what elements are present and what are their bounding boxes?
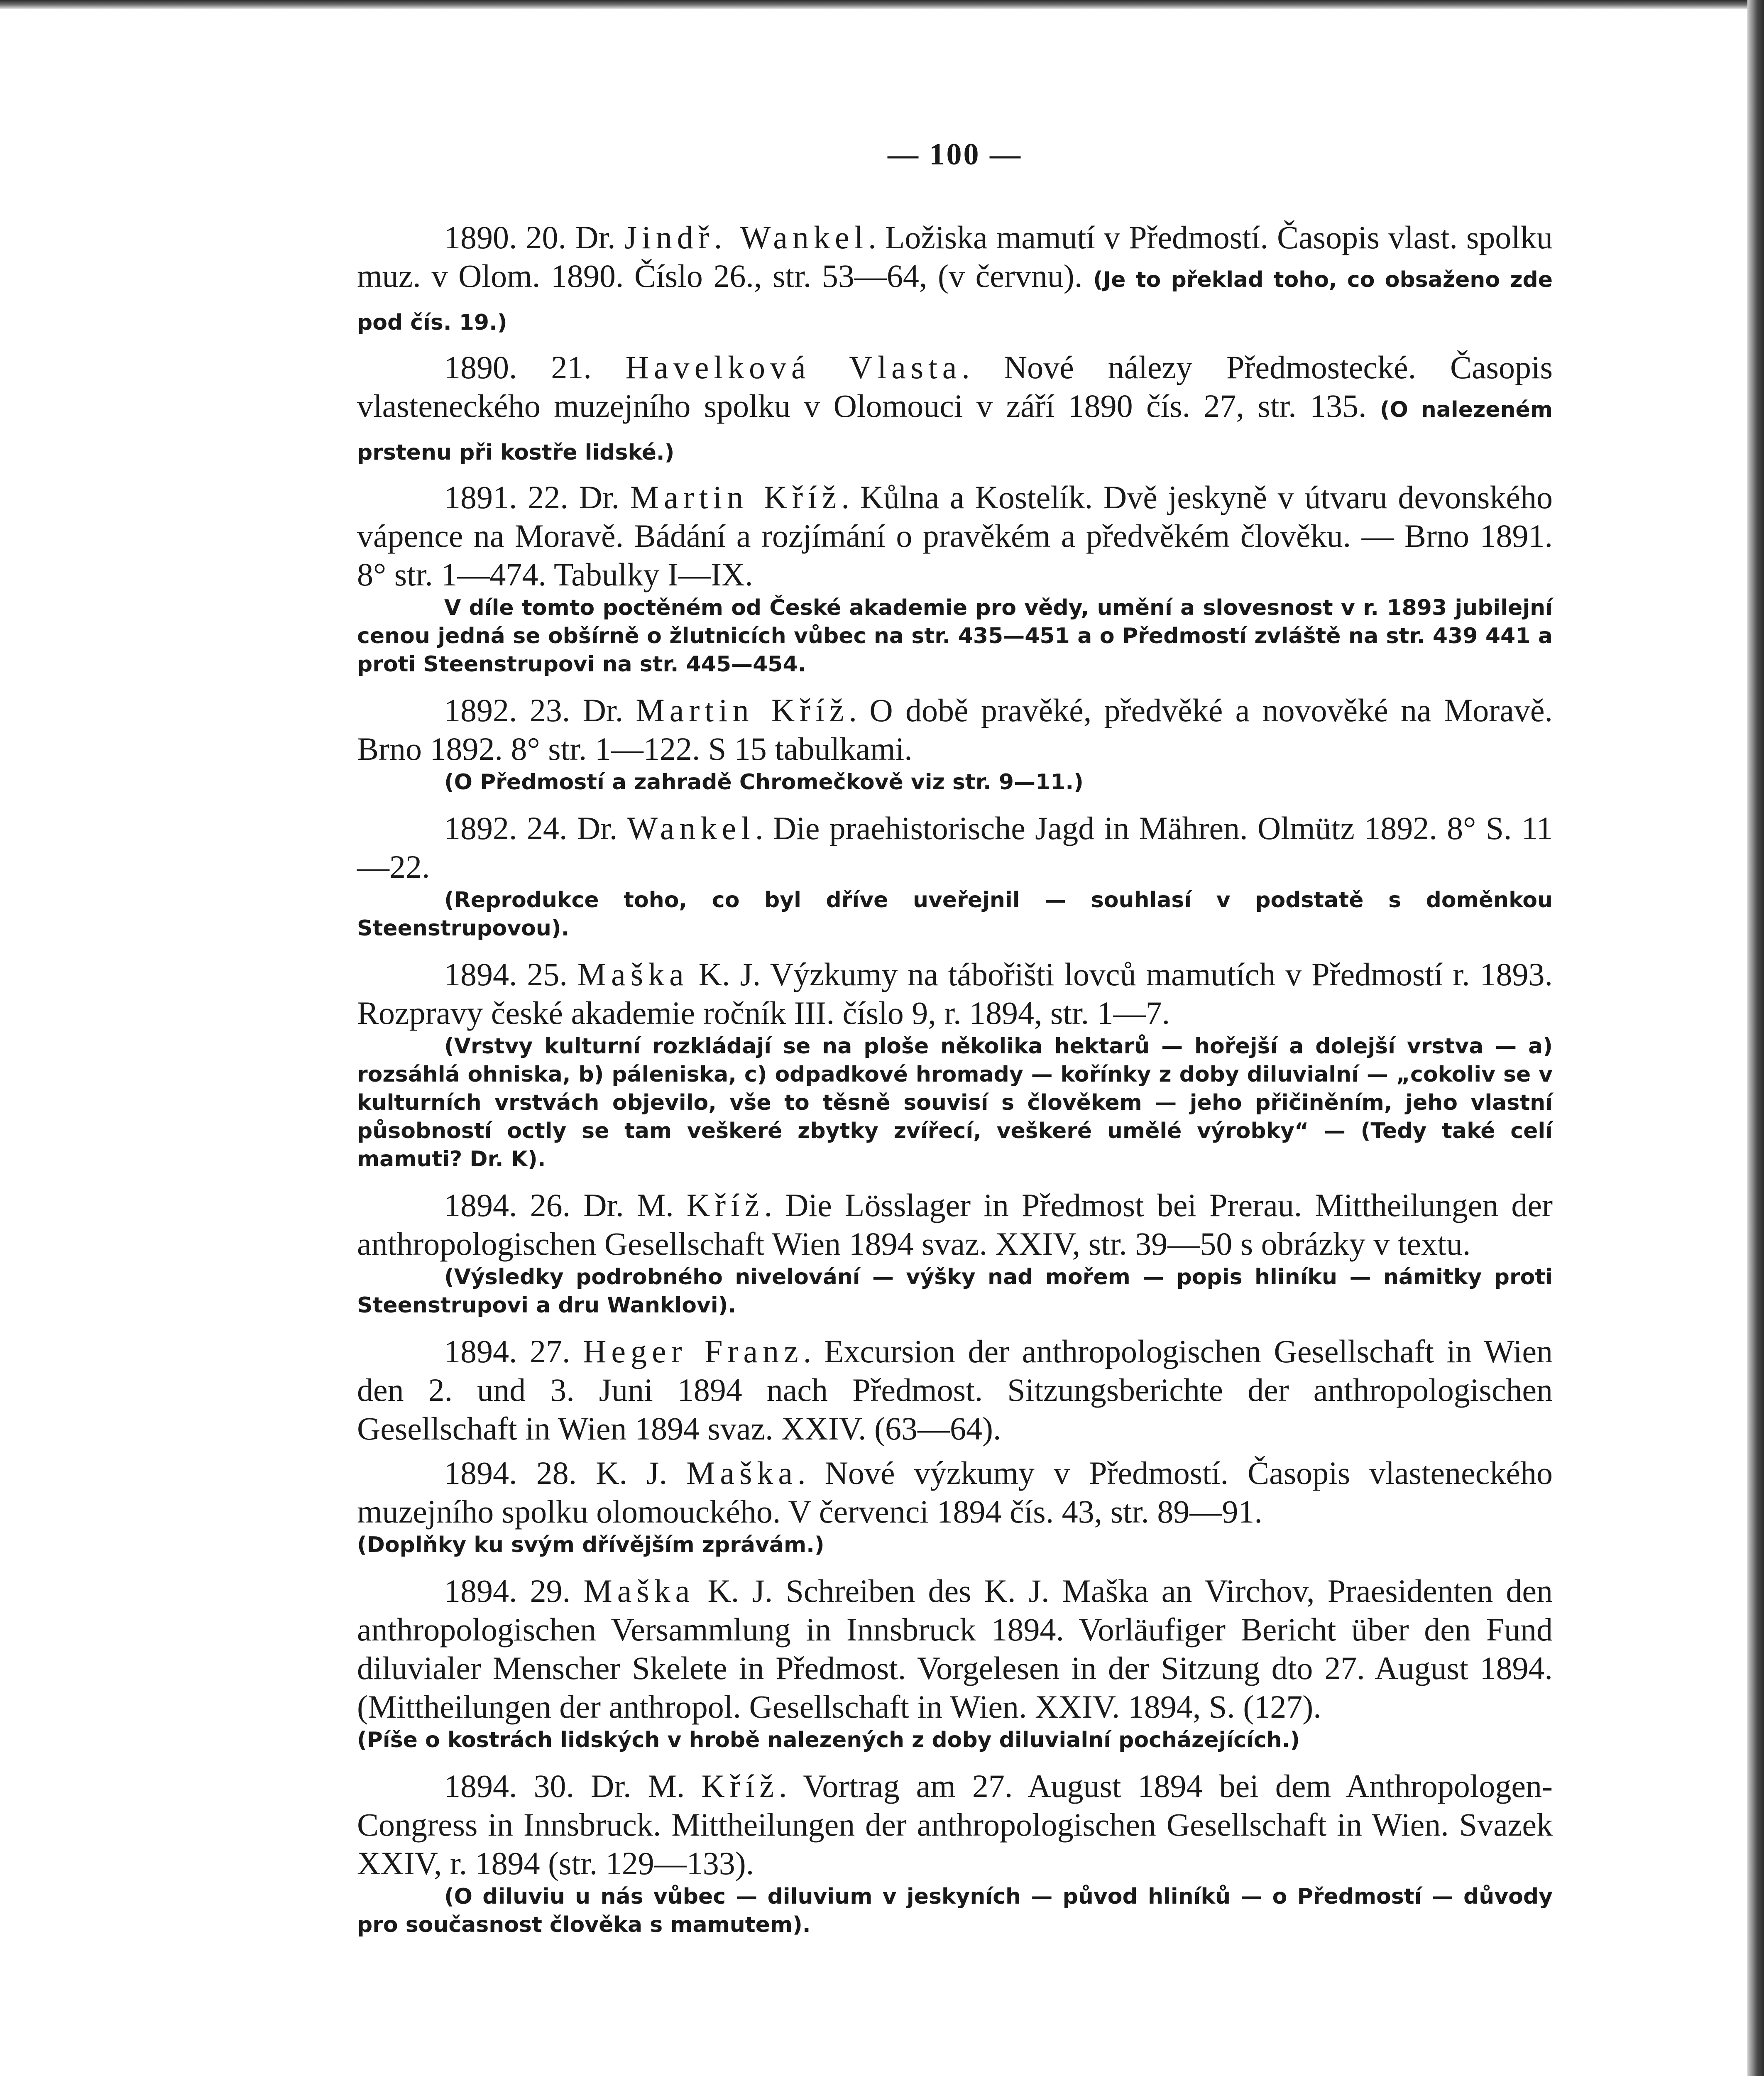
entry-head: 1894. 28. K. J. — [444, 1455, 687, 1491]
document-page — [357, 137, 1553, 1951]
entry-author: Havelková Vlasta — [625, 349, 962, 385]
bibliography-entry — [357, 809, 1553, 943]
bibliography-entry — [357, 1454, 1553, 1559]
entry-author: Jindř. Wankel — [624, 219, 869, 255]
entry-body: . Die praehistorische Jagd in Mähren. Olmütz 1892. 8° S. 11—22. — [357, 810, 1553, 885]
entry-citation — [357, 1767, 1553, 1883]
bibliography-entry — [357, 1332, 1553, 1448]
entry-citation — [357, 691, 1553, 768]
entry-note: (Výsledky podrobného nivelování — výšky nad mořem — popis hliníku — námitky proti Steenstrupovi a dru Wanklovi). — [357, 1265, 1553, 1318]
entry-citation — [357, 348, 1553, 472]
entry-body: . Kůlna a Kostelík. Dvě jeskyně v útvaru devonského vápence na Moravě. Bádání a rozjímání o pravěkém a předvěkém člověku. — Brno 1891. 8° str. 1—474. Tabulky I—IX. — [357, 479, 1553, 592]
entry-note: V díle tomto poctěném od České akademie pro vědy, umění a slovesnost v r. 1893 jubilejní cenou jedná se obšírně o žlutnicích vůbec na str. 435—451 a o Předmostí zvláště na str. 439 441 a proti Steenstrupovi na str. 445—454. — [357, 595, 1553, 677]
bibliography-entry — [357, 955, 1553, 1173]
bibliography-entry — [357, 348, 1553, 472]
entry-author: Maška — [686, 1455, 798, 1491]
scan-edge-top — [0, 0, 1764, 9]
entry-head: 1892. 24. Dr. — [444, 810, 627, 846]
entry-head: 1894. 30. Dr. M. — [444, 1768, 702, 1804]
entry-author: Martin Kříž — [630, 479, 842, 515]
entry-author: Heger Franz — [583, 1333, 803, 1369]
entry-body: . Excursion der anthropologischen Gesellschaft in Wien den 2. und 3. Juni 1894 nach Předmost. Sitzungsberichte der anthropologischen Gesellschaft in Wien 1894 svaz. XXIV. (63—64). — [357, 1333, 1553, 1447]
entry-body: . Vortrag am 27. August 1894 bei dem Anthropologen- Congress in Innsbruck. Mittheilungen der anthropologischen Gesellschaft in Wien. Svazek XXIV, r. 1894 (str. 129—133). — [357, 1768, 1553, 1881]
entry-citation — [357, 1454, 1553, 1531]
entry-author: Kříž — [686, 1187, 764, 1223]
entry-citation — [357, 1186, 1553, 1263]
entry-head: 1892. 23. Dr. — [444, 692, 636, 728]
entry-body: . Ložiska mamutí v Předmostí. Časopis vlast. spolku muz. v Olom. 1890. Číslo 26., str. 53—64, (v červnu). — [357, 219, 1553, 294]
entry-body: . Nové nálezy Předmostecké. Časopis vlasteneckého muzejního spolku v Olomouci v září 1890 čís. 27, str. 135. — [357, 349, 1553, 424]
bibliography-entry — [357, 478, 1553, 678]
entry-body: . Nové výzkumy v Předmostí. Časopis vlasteneckého muzejního spolku olomouckého. V červenci 1894 čís. 43, str. 89—91. — [357, 1455, 1553, 1530]
bibliography-entry — [357, 1186, 1553, 1320]
entry-author: Maška — [583, 1573, 695, 1609]
entry-head: 1891. 22. Dr. — [444, 479, 630, 515]
entry-body: K. J. Schreiben des K. J. Maška an Virchov, Praesidenten den anthropologischen Versammlung in Innsbruck 1894. Vorläufiger Bericht über den Fund diluvialer Menscher Skelete in Předmost. Vorgelesen in der Sitzung dto 27. August 1894. (Mittheilungen der anthropol. Gesellschaft in Wien. XXIV. 1894, S. (127). — [357, 1573, 1553, 1725]
entry-note: (Vrstvy kulturní rozkládají se na ploše několika hektarů — hořejší a dolejší vrstva — a) rozsáhlá ohniska, b) páleniska, c) odpadkové hromady — kořínky z doby diluvialní — „cokoliv se v kulturních vrstvách objevilo, vše to těsně souvisí s člověkem — jeho přičiněním, jeho vlastní působností octly se tam veškeré zbytky zvířecí, veškeré umělé výrobky“ — (Tedy také celí mamuti? Dr. K). — [357, 1034, 1553, 1172]
entry-head: 1894. 26. Dr. M. — [444, 1187, 687, 1223]
entry-head: 1890. 20. Dr. — [444, 219, 624, 255]
entry-author: Maška — [577, 956, 689, 992]
entry-citation — [357, 478, 1553, 594]
entry-head: 1890. 21. — [444, 349, 626, 385]
entry-citation — [357, 955, 1553, 1032]
bibliography-entry — [357, 218, 1553, 342]
entry-body: K. J. Výzkumy na tábořišti lovců mamutích v Předmostí r. 1893. Rozpravy české akademie ročník III. číslo 9, r. 1894, str. 1—7. — [357, 956, 1553, 1031]
entry-citation — [357, 1332, 1553, 1448]
bibliography-entry — [357, 1572, 1553, 1754]
entry-citation — [357, 809, 1553, 886]
entry-inline-note: (O nalezeném prstenu při kostře lidské.) — [357, 397, 1553, 465]
entry-head: 1894. 25. — [444, 956, 577, 992]
entry-head: 1894. 29. — [444, 1573, 584, 1609]
entry-body: . O době pravěké, předvěké a novověké na Moravě. Brno 1892. 8° str. 1—122. S 15 tabulkami. — [357, 692, 1553, 767]
entry-note: (Doplňky ku svým dřívějším zprávám.) — [357, 1533, 825, 1557]
page-number: — 100 — — [888, 137, 1022, 171]
entry-note: (O diluviu u nás vůbec — diluvium v jeskyních — původ hliníků — o Předmostí — důvody pro současnost člověka s mamutem). — [357, 1884, 1553, 1937]
entry-author: Wankel — [627, 810, 755, 846]
entry-inline-note: (Je to překlad toho, co obsaženo zde pod čís. 19.) — [357, 267, 1553, 335]
bibliography-entry — [357, 1767, 1553, 1939]
entry-author: Martin Kříž — [636, 692, 849, 728]
entry-body: . Die Lösslager in Předmost bei Prerau. Mittheilungen der anthropologischen Gesellschaft Wien 1894 svaz. XXIV, str. 39—50 s obrázky v textu. — [357, 1187, 1553, 1262]
entry-citation — [357, 1572, 1553, 1726]
entry-note: (Reprodukce toho, co byl dříve uveřejnil — souhlasí v podstatě s doměnkou Steenstrupovou). — [357, 888, 1553, 941]
entry-author: Kříž — [701, 1768, 779, 1804]
entry-head: 1894. 27. — [444, 1333, 583, 1369]
entry-note: (O Předmostí a zahradě Chromečkově viz str. 9—11.) — [444, 770, 1084, 795]
bibliography-entry — [357, 691, 1553, 796]
entry-citation — [357, 218, 1553, 342]
entry-note: (Píše o kostrách lidských v hrobě nalezených z doby diluvialní pocházejících.) — [357, 1728, 1300, 1753]
scan-edge-right — [1747, 0, 1764, 2076]
